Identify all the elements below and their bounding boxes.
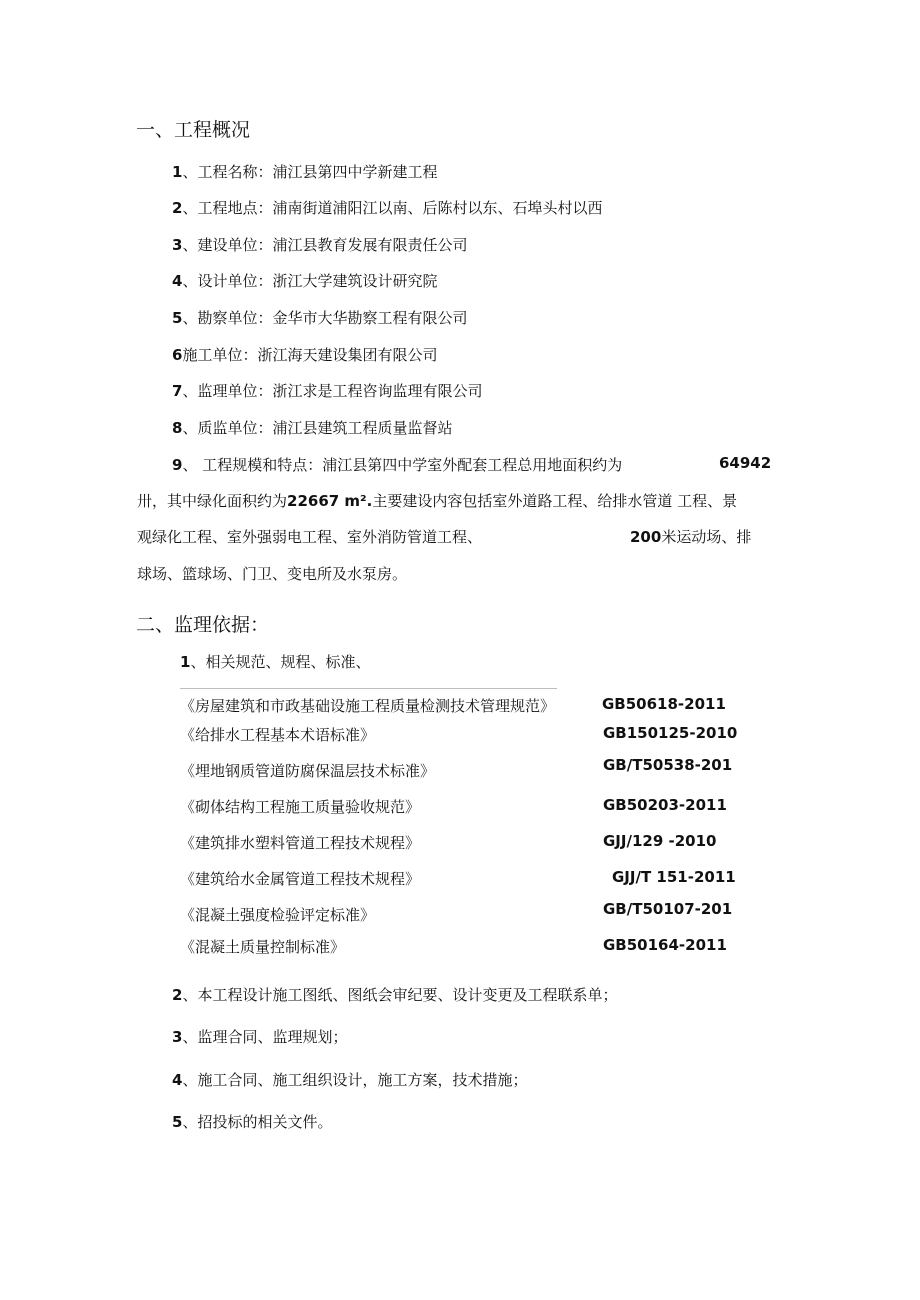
overview-item-9-line-4: 球场、篮球场、门卫、变电所及水泵房。 — [137, 565, 408, 583]
standard-code-8: GB50164-2011 — [603, 936, 727, 954]
standard-name-4: 《砌体结构工程施工质量验收规范》 — [180, 798, 421, 816]
standard-code-2: GB150125-2010 — [603, 724, 738, 742]
standard-name-2: 《给排水工程基本术语标准》 — [180, 726, 376, 744]
overview-item-4: 4、设计单位：浙江大学建筑设计研究院 — [172, 272, 438, 290]
standard-name-5: 《建筑排水塑料管道工程技术规程》 — [180, 834, 421, 852]
basis-item-1: 1、相关规范、规程、标准、 — [180, 653, 371, 671]
standard-name-8: 《混凝土质量控制标准》 — [180, 938, 346, 956]
overview-item-7: 7、监理单位：浙江求是工程咨询监理有限公司 — [172, 382, 483, 400]
basis-item-4: 4、施工合同、施工组织设计，施工方案，技术措施； — [172, 1071, 528, 1089]
overview-item-1: 1、工程名称：浦江县第四中学新建工程 — [172, 163, 438, 181]
standard-code-1: GB50618-2011 — [602, 695, 726, 713]
basis-item-3: 3、监理合同、监理规划； — [172, 1028, 348, 1046]
standard-code-6: GJJ/T 151-2011 — [612, 868, 736, 886]
basis-item-2: 2、本工程设计施工图纸、图纸会审纪要、设计变更及工程联系单； — [172, 986, 618, 1004]
green-area-value: 22667 m². — [287, 492, 373, 510]
section-1-title: 一、工程概况 — [136, 119, 251, 141]
overview-item-6: 6施工单位：浙江海天建设集团有限公司 — [172, 346, 438, 364]
overview-item-9-line-1: 9、 工程规模和特点：浦江县第四中学室外配套工程总用地面积约为 — [172, 456, 623, 474]
divider-line — [180, 688, 557, 689]
total-area-value: 64942 — [719, 454, 772, 472]
section-2-title: 二、监理依据： — [136, 614, 270, 636]
track-length-value: 200 — [630, 528, 662, 546]
standard-name-1: 《房屋建筑和市政基础设施工程质量检测技术管理规范》 — [180, 697, 556, 715]
overview-item-9-line-3b: 200米运动场、排 — [630, 528, 752, 546]
overview-item-3: 3、建设单位：浦江县教育发展有限责任公司 — [172, 236, 468, 254]
overview-item-9-line-2: 卅，其中绿化面积约为22667 m².主要建设内容包括室外道路工程、给排水管道 工程、景 — [137, 492, 738, 510]
standard-code-5: GJJ/129 -2010 — [603, 832, 717, 850]
overview-item-5: 5、勘察单位：金华市大华勘察工程有限公司 — [172, 309, 468, 327]
standard-name-7: 《混凝土强度检验评定标准》 — [180, 906, 376, 924]
standard-code-4: GB50203-2011 — [603, 796, 727, 814]
overview-item-9-line-3a: 观绿化工程、室外强弱电工程、室外消防管道工程、 — [137, 528, 483, 546]
overview-item-2: 2、工程地点：浦南街道浦阳江以南、后陈村以东、石埠头村以西 — [172, 199, 603, 217]
standard-code-3: GB/T50538-201 — [603, 756, 733, 774]
basis-item-5: 5、招投标的相关文件。 — [172, 1113, 333, 1131]
overview-item-8: 8、质监单位：浦江县建筑工程质量监督站 — [172, 419, 453, 437]
standard-name-6: 《建筑给水金属管道工程技术规程》 — [180, 870, 421, 888]
standard-code-7: GB/T50107-201 — [603, 900, 733, 918]
standard-name-3: 《埋地钢质管道防腐保温层技术标准》 — [180, 762, 436, 780]
